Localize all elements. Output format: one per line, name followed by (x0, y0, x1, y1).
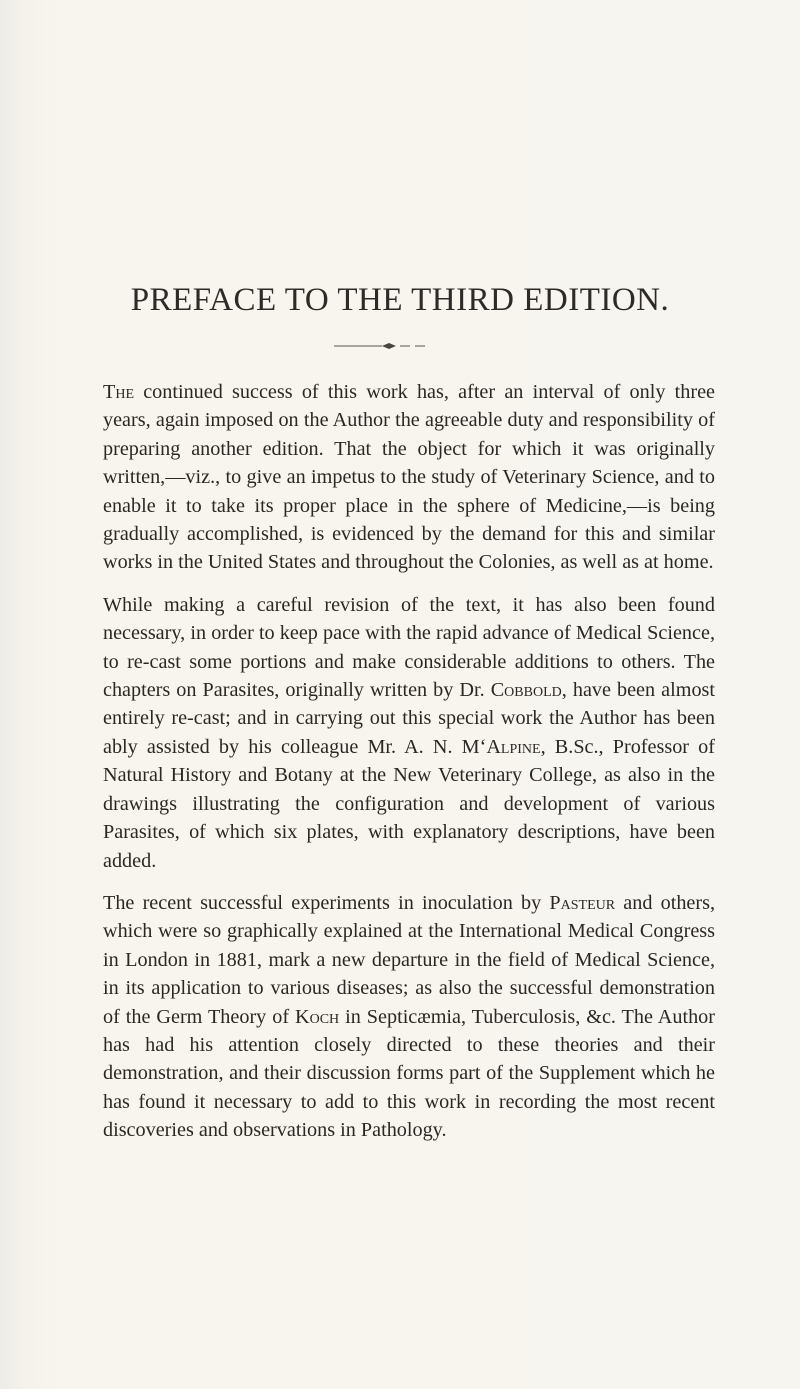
paragraph-text: While making a careful revision of the text, it has also been found necessary, in order to keep pace with the rapid advance of Medical Science, to re-cast some portions and make considerable additions to others. The chapters on Parasites, originally written by Dr. (103, 593, 715, 702)
paragraph-text: The recent successful experiments in inoculation by (103, 891, 550, 914)
person-name: Pasteur (549, 891, 616, 914)
person-name: Alpine (486, 735, 541, 758)
person-name: Koch (295, 1005, 340, 1028)
paragraph-text: , B.Sc., Professor of Natural History and Botany at the New Veterinary College, as also in the drawings illustrating the configuration and development of various Parasites, of which six plates, with explanatory descriptions, have been added. (103, 735, 715, 872)
paragraph-text: in Septicæmia, Tuberculosis, &c. The Author has had his attention closely directed to these theories and their demonstration, and their discussion forms part of the Supplement which he has found it necessary to add to this work in recording the most recent discoveries and observations in Pathology. (103, 1005, 715, 1142)
lead-word: The (103, 381, 134, 403)
paragraph-3 (103, 889, 715, 1145)
ornament-divider (330, 340, 450, 354)
paragraph-1 (103, 378, 715, 577)
paragraph-2 (103, 591, 715, 875)
paragraph-text: , have been almost entirely re-cast; and in carrying out this special work the Author has been ably assisted by his colleague Mr. A. N. M‘ (103, 679, 715, 758)
person-name: Cobbold (490, 679, 562, 702)
paragraph-text: and others, which were so graphically explained at the International Medical Congress in London in 1881, mark a new departure in the field of Medical Science, in its application to various diseases; as also the successful demonstration of the Germ Theory of (103, 891, 715, 1028)
preface-body (103, 378, 715, 1159)
page-title: PREFACE TO THE THIRD EDITION. (130, 282, 670, 318)
paragraph-text: continued success of this work has, after an interval of only three years, again imposed on the Author the agreeable duty and responsibility of preparing another edition. That the object for which it was originally written,—viz., to give an impetus to the study of Veterinary Science, and to enable it to take its proper place in the sphere of Medicine,—is being gradually accomplished, is evidenced by the demand for this and similar works in the United States and throughout the Colonies, as well as at home. (103, 381, 715, 574)
